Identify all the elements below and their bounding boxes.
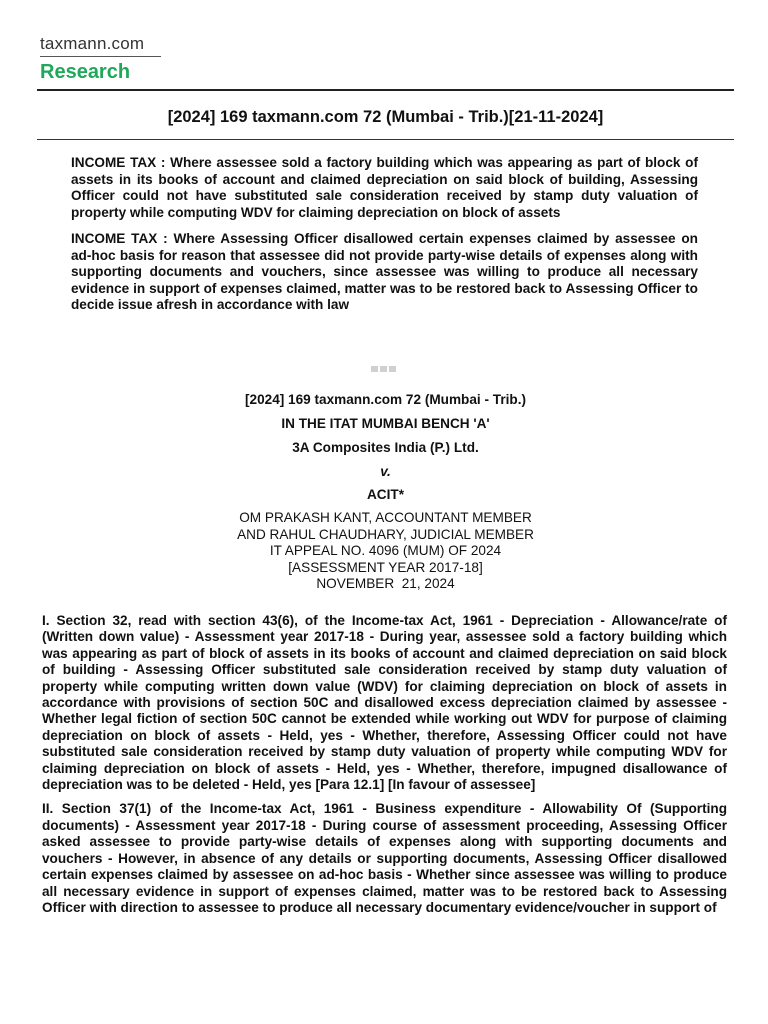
title-rule [37,139,734,140]
logo-divider [40,56,161,57]
logo-site-name: taxmann.com [40,34,145,53]
headnote-1: INCOME TAX : Where assessee sold a factory building which was appearing as part of block of assets in its books of account and claimed depreciation on said block of building, Assessing Officer could not have substituted sale consideration received by stamp duty valuation of property while computing WDV for claiming depreciation on block of assets [71,155,698,220]
judgment-date: NOVEMBER 21, 2024 [316,576,455,591]
court-name: IN THE ITAT MUMBAI BENCH 'A' [281,416,490,431]
appellant-name: 3A Composites India (P.) Ltd. [292,440,479,455]
headnotes [71,155,698,324]
summary-paragraphs [42,613,727,924]
bench-details [37,510,734,593]
section-divider-icon [371,366,396,372]
respondent-name: ACIT* [366,487,404,502]
headnote-2: INCOME TAX : Where Assessing Officer disallowed certain expenses claimed by assessee on ad-hoc basis for reason that assessee did not provide party-wise details of expenses along with supporting documents and vouchers, since assessee was willing to produce all necessary evidence in support of expenses claimed, matter was to be restored back to Assessing Officer to decide issue afresh in accordance with law [71,231,698,312]
appeal-number: IT APPEAL NO. 4096 (MUM) OF 2024 [269,543,502,558]
header-rule [37,89,734,91]
case-citation: [2024] 169 taxmann.com 72 (Mumbai - Trib.) [244,392,527,407]
summary-paragraph-1: I. Section 32, read with section 43(6), of the Income-tax Act, 1961 - Depreciation - Allowance/rate of (Written down value) - Assessment year 2017-18 - During year, assessee sold a factory building which was appearing as part of block of assets in its books of account and claimed depreciation on said block of building - Assessing Officer substituted sale consideration received by stamp duty valuation of property while computing written down value (WDV) for claiming depreciation on block of assets in accordance with provisions of section 50C and disallowed excess depreciation claimed by assessee - Whether legal fiction of section 50C cannot be extended while working out WDV for purpose of claiming depreciation on block of assets - Held, yes - Whether, therefore, Assessing Officer could not have substituted sale consideration received by stamp duty valuation of property while computing WDV for claiming depreciation on block of assets - Held, yes - Whether, therefore, impugned disallowance of depreciation was to be deleted - Held, yes [Para 12.1] [In favour of assessee] [42,613,727,793]
logo-brand-name: Research [40,61,131,83]
summary-paragraph-2: II. Section 37(1) of the Income-tax Act, 1961 - Business expenditure - Allowability Of (Supporting documents) - Assessment year 2017-18 - During course of assessment proceeding, Assessing Officer asked assessee to provide party-wise details of expenses along with supporting documents and vouchers - However, in absence of any details or supporting documents, Assessing Officer disallowed certain expenses claimed by assessee on ad-hoc basis - Whether since assessee was willing to produce all necessary evidence in support of expenses claimed, matter was to be restored back to Assessing Officer with direction to assessee to produce all necessary documentary evidence/voucher in support of [42,801,727,915]
versus-label: v. [380,464,391,479]
bench-member-2: AND RAHUL CHAUDHARY, JUDICIAL MEMBER [237,526,534,542]
taxmann-research-logo[interactable] [40,34,162,84]
assessment-year: [ASSESSMENT YEAR 2017-18] [288,559,483,575]
document-title: [2024] 169 taxmann.com 72 (Mumbai - Trib.)[21-11-2024] [167,108,604,126]
bench-member-1: OM PRAKASH KANT, ACCOUNTANT MEMBER [239,510,532,525]
